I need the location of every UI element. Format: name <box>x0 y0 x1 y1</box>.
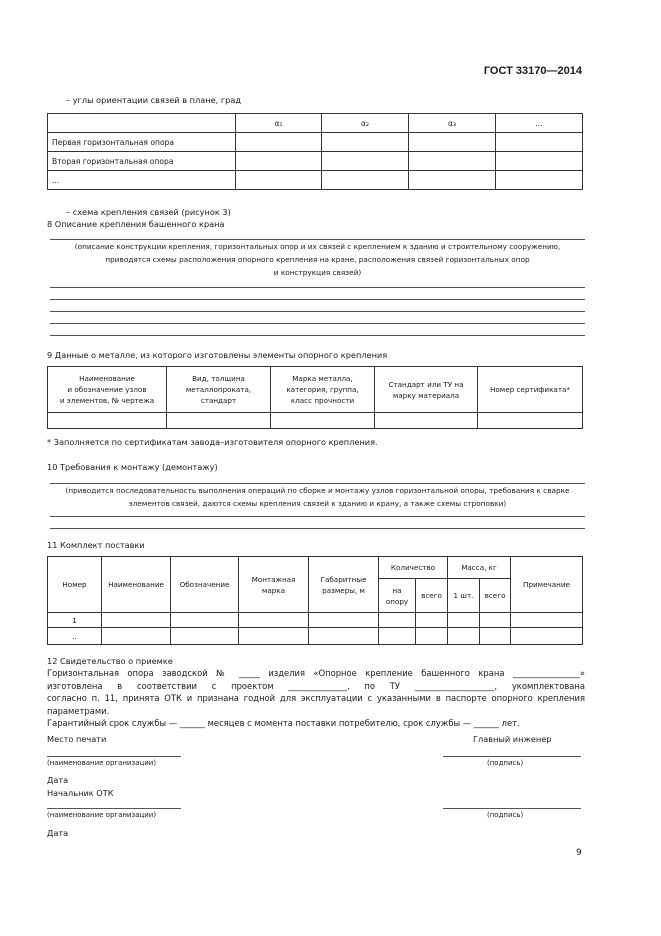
standard-header: ГОСТ 33170—2014 <box>483 65 582 77</box>
angles-table <box>47 113 583 190</box>
table-cell <box>496 133 583 152</box>
table-cell <box>239 628 309 645</box>
fill-line <box>50 335 585 336</box>
sign-caption: (подпись) <box>487 811 524 819</box>
table-cell: Вторая горизонтальная опора <box>48 152 236 171</box>
table-header: Количество <box>379 557 448 579</box>
table-header: Наименование и обозначение узлов и элементов, № чертежа <box>48 367 167 413</box>
table-cell <box>448 628 480 645</box>
table-header: α₃ <box>409 114 496 133</box>
table-cell <box>48 413 167 429</box>
table-header: α₁ <box>236 114 322 133</box>
fill-line <box>50 516 585 517</box>
table-cell <box>102 613 171 628</box>
signature-line <box>47 756 181 757</box>
date-label: Дата <box>47 775 69 785</box>
table-cell <box>236 171 322 190</box>
section10-title: 10 Требования к монтажу (демонтажу) <box>47 462 218 472</box>
table-cell <box>236 133 322 152</box>
note-line: (приводится последовательность выполнения операций по сборке и монтажу узлов горизонтальной опоры, требования к сварке <box>65 486 570 495</box>
table-cell <box>480 613 511 628</box>
fill-line <box>50 299 585 300</box>
angles-intro: – углы ориентации связей в плане, град <box>66 95 242 105</box>
fill-line <box>50 528 585 529</box>
table-cell <box>322 152 409 171</box>
section8-note <box>50 240 585 279</box>
table-cell <box>496 152 583 171</box>
table-header: Стандарт или ТУ на марку материала <box>375 367 478 413</box>
table-row <box>48 152 583 171</box>
otk-head: Начальник ОТК <box>47 788 114 798</box>
table-header: Монтажная марка <box>239 557 309 613</box>
table-cell <box>167 413 271 429</box>
table-header-row <box>48 114 583 133</box>
table-header: Примечание <box>511 557 583 613</box>
table-cell <box>416 613 448 628</box>
table-cell <box>309 613 379 628</box>
table-cell <box>409 133 496 152</box>
cert-line: Гарантийный срок службы — ______ месяцев с момента поставки потребителю, срок службы — ______ лет. <box>47 718 520 729</box>
table-cell <box>409 152 496 171</box>
table-cell <box>478 413 583 429</box>
fill-line <box>50 311 585 312</box>
table-cell <box>375 413 478 429</box>
table-header: всего <box>416 579 448 613</box>
table-cell <box>171 613 239 628</box>
acceptance-certificate <box>47 667 585 730</box>
section8-title: 8 Описание крепления башенного крана <box>47 219 225 229</box>
note-line: и конструкция связей) <box>273 268 362 277</box>
sign-caption: (подпись) <box>487 759 524 767</box>
table-cell <box>309 628 379 645</box>
table-cell <box>409 171 496 190</box>
table-cell: Первая горизонтальная опора <box>48 133 236 152</box>
stamp-place: Место печати <box>47 734 107 744</box>
note-line: элементов связей, даются схемы крепления связей к зданию и крану, а также схемы строповки) <box>128 499 507 508</box>
table-header-row <box>48 367 583 413</box>
section9-title: 9 Данные о металле, из которого изготовлены элементы опорного крепления <box>47 350 388 360</box>
fill-line <box>50 323 585 324</box>
table-cell <box>496 171 583 190</box>
table-row <box>48 613 583 628</box>
table-cell: .. <box>48 628 102 645</box>
table-header-row <box>48 557 583 579</box>
table-header: α₂ <box>322 114 409 133</box>
signature-line <box>443 756 581 757</box>
table-header: 1 шт. <box>448 579 480 613</box>
table-cell <box>511 613 583 628</box>
table-row <box>48 413 583 429</box>
cert-line: Горизонтальная опора заводской № _____ изделия «Опорное крепление башенного крана ________________» <box>47 668 585 678</box>
table-cell <box>416 628 448 645</box>
metal-table <box>47 366 583 429</box>
table-cell <box>379 613 416 628</box>
delivery-table <box>47 556 583 645</box>
note-line: (описание конструкции крепления, горизонтальных опор и их связей с креплением к зданию и строительному сооружению, <box>74 242 561 251</box>
cert-line: параметрами. <box>47 705 110 716</box>
table-header: Номер <box>48 557 102 613</box>
section9-footnote: * Заполняется по сертификатам завода–изготовителя опорного крепления. <box>47 437 378 447</box>
table-row <box>48 171 583 190</box>
date-label: Дата <box>47 828 69 838</box>
table-header: всего <box>480 579 511 613</box>
table-cell <box>239 613 309 628</box>
section11-title: 11 Комплект поставки <box>47 540 145 550</box>
table-cell <box>379 628 416 645</box>
scheme-line: – схема крепления связей (рисунок 3) <box>66 207 231 217</box>
org-caption: (наименование организации) <box>47 759 157 767</box>
page-number: 9 <box>576 848 582 858</box>
section12-title: 12 Свидетельство о приемке <box>47 656 173 666</box>
note-line: приводятся схемы расположения опорного крепления на кране, расположения связей горизонтальных опор <box>105 255 530 264</box>
table-cell: 1 <box>48 613 102 628</box>
table-header: Наименование <box>102 557 171 613</box>
table-header: на опору <box>379 579 416 613</box>
cert-line: согласно п. 11, принята ОТК и признана годной для эксплуатации с указанными в паспорте опорного крепления <box>47 693 585 704</box>
signature-line <box>47 808 181 809</box>
table-cell <box>448 613 480 628</box>
table-cell <box>171 628 239 645</box>
table-row <box>48 628 583 645</box>
table-cell <box>48 114 236 133</box>
section10-note <box>50 484 585 510</box>
fill-line <box>50 287 585 288</box>
table-cell <box>322 171 409 190</box>
table-cell <box>511 628 583 645</box>
org-caption: (наименование организации) <box>47 811 157 819</box>
table-cell <box>236 152 322 171</box>
table-header: Габаритные размеры, м <box>309 557 379 613</box>
table-cell <box>480 628 511 645</box>
signature-line <box>443 808 581 809</box>
table-header: Масса, кг <box>448 557 511 579</box>
table-row <box>48 133 583 152</box>
cert-line: изготовлена в соответствии с проектом ______________, по ТУ ___________________, укомплектована <box>47 680 585 691</box>
table-header: ... <box>496 114 583 133</box>
table-header: Обозначение <box>171 557 239 613</box>
table-header: Вид, толщина металлопроката, стандарт <box>167 367 271 413</box>
table-header: Номер сертификата* <box>478 367 583 413</box>
chief-engineer: Главный инженер <box>473 734 552 744</box>
table-cell <box>271 413 375 429</box>
table-header: Марка металла, категория, группа, класс прочности <box>271 367 375 413</box>
table-cell: ... <box>48 171 236 190</box>
table-cell <box>322 133 409 152</box>
table-cell <box>102 628 171 645</box>
